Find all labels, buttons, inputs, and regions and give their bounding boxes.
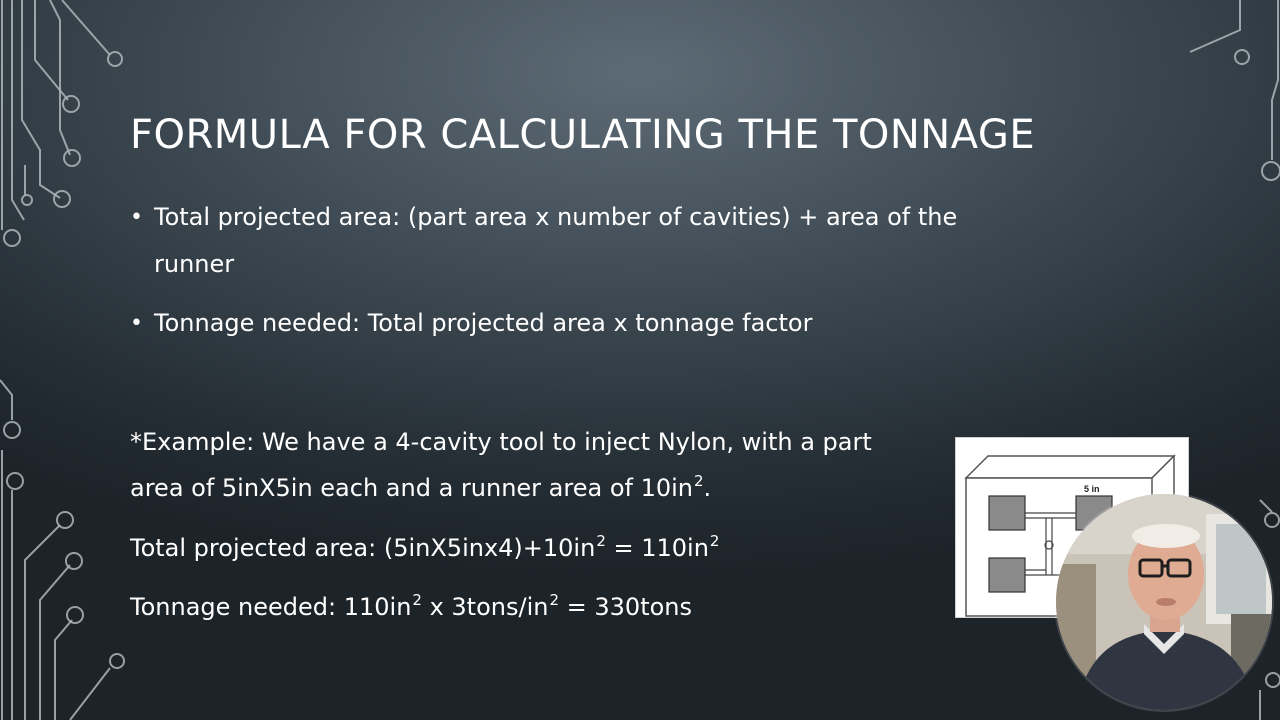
- slide-title: FORMULA FOR CALCULATING THE TONNAGE: [130, 112, 1036, 158]
- superscript: 2: [694, 472, 704, 490]
- example-line-2: [130, 465, 950, 514]
- bullet-text: Total projected area: (part area x number of cavities) + area of the runner: [154, 203, 958, 278]
- calc-text: Total projected area: (5inX5inx4)+10in: [130, 534, 596, 562]
- calc-total-projected-area: [130, 525, 950, 574]
- superscript: 2: [709, 532, 720, 550]
- calc-text: = 110in: [605, 534, 709, 562]
- diagram-dimension-label: 5 in: [1084, 484, 1100, 494]
- bullet-dot: •: [130, 311, 143, 336]
- superscript: 2: [412, 591, 422, 609]
- superscript: 2: [596, 532, 606, 550]
- bullet-dot: •: [130, 205, 143, 230]
- calc-text: Tonnage needed: 110in: [130, 593, 412, 621]
- calc-text: x 3tons/in: [421, 593, 549, 621]
- superscript: 2: [549, 591, 560, 609]
- bullet-total-projected-area: [130, 194, 1000, 288]
- example-line-1: *Example: We have a 4-cavity tool to inject Nylon, with a part: [130, 428, 872, 456]
- presenter-video-icon: [1056, 494, 1272, 710]
- bullet-text: Tonnage needed: Total projected area x tonnage factor: [154, 309, 813, 337]
- example-text: .: [703, 474, 712, 502]
- bullet-tonnage-needed: [130, 300, 1000, 347]
- example-text: area of 5inX5in each and a runner area of 10in: [130, 474, 693, 502]
- presenter-webcam: [1056, 494, 1272, 710]
- calc-text: = 330tons: [559, 593, 692, 621]
- calc-tonnage-needed: [130, 584, 950, 633]
- circuit-decoration-left-icon: [0, 0, 140, 720]
